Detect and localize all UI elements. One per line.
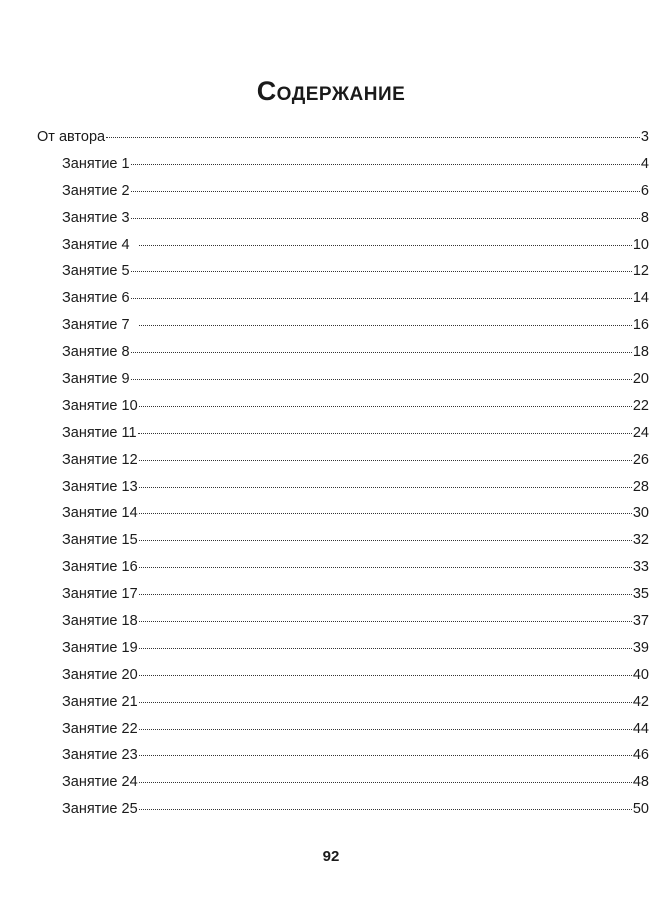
toc-entry: [37, 635, 649, 662]
toc-entry-page: 24: [632, 424, 649, 441]
dot-leader: [139, 808, 632, 810]
toc-entry-page: 22: [632, 397, 649, 414]
toc-entry: [37, 527, 649, 554]
toc-entry-page: 33: [632, 559, 649, 576]
toc-entry: [37, 339, 649, 366]
dot-leader: [139, 244, 632, 246]
toc-entry: [37, 796, 649, 823]
dot-leader: [138, 432, 632, 434]
toc-entry: [37, 178, 649, 205]
dot-leader: [139, 539, 632, 541]
toc-entry-page: 12: [632, 263, 649, 280]
toc-entry-label: Занятие 6: [62, 285, 130, 312]
toc-entry: [37, 151, 649, 178]
toc-entry: [37, 366, 649, 393]
toc-entry: [37, 393, 649, 420]
toc-entry-preface: [37, 124, 649, 151]
toc-entry-page: 28: [632, 478, 649, 495]
toc-entry: [37, 608, 649, 635]
toc-entry: [37, 716, 649, 743]
dot-leader: [139, 674, 632, 676]
toc-entry-page: 3: [640, 129, 649, 145]
toc-entry-label: Занятие 3: [62, 205, 130, 232]
dot-leader: [131, 351, 632, 353]
toc-entry-page: 16: [632, 317, 649, 334]
toc-entry-page: 37: [632, 613, 649, 630]
toc-entry-label: Занятие 2: [62, 178, 130, 205]
toc-entry-page: 32: [632, 532, 649, 549]
dot-leader: [139, 566, 632, 568]
dot-leader: [139, 754, 632, 756]
toc-entry: [37, 232, 649, 259]
dot-leader: [131, 378, 632, 380]
toc-entry-page: 10: [632, 236, 649, 253]
toc-entry-label: Занятие 17: [62, 581, 138, 608]
toc-entry-label: Занятие 21: [62, 689, 138, 716]
toc-entry: [37, 258, 649, 285]
toc-entry-page: 42: [632, 693, 649, 710]
toc-entry-page: 18: [632, 344, 649, 361]
toc-entry-label: Занятие 5: [62, 258, 130, 285]
toc-entry-label: Занятие 11: [62, 420, 137, 447]
toc-entry: [37, 742, 649, 769]
dot-leader: [139, 324, 632, 326]
toc-entry-page: 44: [632, 720, 649, 737]
toc-entry-page: 26: [632, 451, 649, 468]
dot-leader: [106, 136, 640, 138]
toc-entry-label: Занятие 4: [62, 232, 138, 259]
toc-entry-label: Занятие 25: [62, 796, 138, 823]
toc-entry: [37, 554, 649, 581]
toc-entry: [37, 312, 649, 339]
dot-leader: [139, 486, 632, 488]
toc-entry-label: Занятие 16: [62, 554, 138, 581]
toc-entry-label: От автора: [37, 124, 105, 151]
toc-entry-page: 4: [640, 155, 649, 172]
toc-entry-label: Занятие 1: [62, 151, 130, 178]
dot-leader: [139, 459, 632, 461]
toc-entry: [37, 447, 649, 474]
toc-entry-page: 50: [632, 801, 649, 818]
toc-entry-page: 8: [640, 209, 649, 226]
toc-entry: [37, 420, 649, 447]
toc-entry-label: Занятие 9: [62, 366, 130, 393]
toc-entry-label: Занятие 24: [62, 769, 138, 796]
dot-leader: [139, 512, 632, 514]
page-number: 92: [322, 848, 340, 865]
toc-entry-page: 6: [640, 182, 649, 199]
toc-entry: [37, 205, 649, 232]
toc-entry-page: 39: [632, 639, 649, 656]
toc-entry-label: Занятие 23: [62, 742, 138, 769]
dot-leader: [131, 190, 640, 192]
toc-entry-page: 35: [632, 586, 649, 603]
table-of-contents: [37, 124, 649, 823]
toc-entry-label: Занятие 18: [62, 608, 138, 635]
toc-entry: [37, 581, 649, 608]
toc-entry-label: Занятие 13: [62, 474, 138, 501]
dot-leader: [131, 270, 632, 272]
toc-entry-label: Занятие 20: [62, 662, 138, 689]
page-title: Содержание: [256, 76, 406, 106]
toc-entry-label: Занятие 10: [62, 393, 138, 420]
toc-entry: [37, 285, 649, 312]
toc-entry-page: 20: [632, 371, 649, 388]
toc-entry-label: Занятие 8: [62, 339, 130, 366]
toc-entry: [37, 689, 649, 716]
dot-leader: [139, 781, 632, 783]
dot-leader: [139, 593, 632, 595]
dot-leader: [139, 405, 632, 407]
toc-entry-page: 14: [632, 290, 649, 307]
toc-entry-page: 30: [632, 505, 649, 522]
toc-entry: [37, 500, 649, 527]
dot-leader: [139, 620, 632, 622]
dot-leader: [139, 647, 632, 649]
toc-entry-label: Занятие 14: [62, 500, 138, 527]
toc-entry: [37, 474, 649, 501]
dot-leader: [131, 217, 640, 219]
toc-entry-page: 40: [632, 666, 649, 683]
toc-entry-page: 48: [632, 774, 649, 791]
dot-leader: [131, 163, 640, 165]
toc-entry-label: Занятие 15: [62, 527, 138, 554]
toc-entry: [37, 769, 649, 796]
dot-leader: [131, 297, 632, 299]
dot-leader: [139, 701, 632, 703]
toc-entry-page: 46: [632, 747, 649, 764]
toc-entry-label: Занятие 7: [62, 312, 138, 339]
toc-entry-label: Занятие 12: [62, 447, 138, 474]
toc-entry: [37, 662, 649, 689]
toc-entry-label: Занятие 22: [62, 716, 138, 743]
dot-leader: [139, 728, 632, 730]
toc-entry-label: Занятие 19: [62, 635, 138, 662]
